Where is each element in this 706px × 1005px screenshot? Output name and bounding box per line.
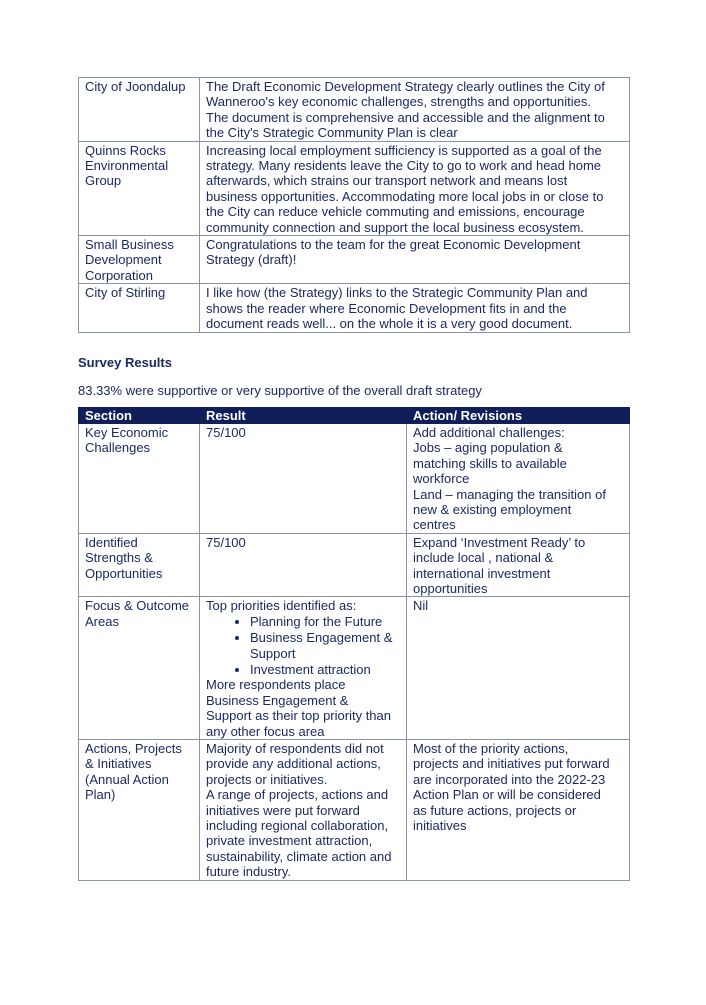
action-cell: Nil [407, 597, 630, 740]
table-row [79, 78, 630, 142]
table-row [79, 284, 630, 332]
stakeholder-comment: Increasing local employment sufficiency is supported as a goal of the strategy. Many residents leave the City to go to work and head home afterwards, which strains our transport network and means lost business opportunities. Accommodating more local jobs in or close to the City can reduce vehicle commuting and emissions, encourage community connection and support the local business ecosystem. [200, 141, 630, 235]
result-cell: Majority of respondents did not provide any additional actions, projects or initiatives. A range of projects, actions and initiatives were put forward including regional collaboration, private investment attraction, sustainability, climate action and future industry. [200, 740, 407, 881]
list-item: • Business Engagement & Support [250, 630, 400, 661]
action-cell: Most of the priority actions, projects and initiatives put forward are incorporated into the 2022-23 Action Plan or will be considered as future actions, projects or initiatives [407, 740, 630, 881]
stakeholder-comment: Congratulations to the team for the great Economic Development Strategy (draft)! [200, 236, 630, 284]
table-row [79, 533, 630, 597]
result-cell: 75/100 [200, 533, 407, 597]
section-cell: Key Economic Challenges [79, 423, 200, 533]
stakeholder-name: City of Joondalup [79, 78, 200, 142]
stakeholder-name: City of Stirling [79, 284, 200, 332]
section-cell: Actions, Projects & Initiatives (Annual Action Plan) [79, 740, 200, 881]
section-cell: Focus & Outcome Areas [79, 597, 200, 740]
stakeholder-comment: The Draft Economic Development Strategy clearly outlines the City of Wanneroo's key economic challenges, strengths and opportunities. The document is comprehensive and accessible and the alignment to the City's Strategic Community Plan is clear [200, 78, 630, 142]
table-row [79, 141, 630, 235]
table-row [79, 236, 630, 284]
stakeholder-name: Quinns Rocks Environmental Group [79, 141, 200, 235]
column-header-result: Result [200, 407, 407, 423]
table-header-row [79, 407, 630, 423]
column-header-action: Action/ Revisions [407, 407, 630, 423]
stakeholder-feedback-table [78, 77, 630, 333]
action-cell: Expand ‘Investment Ready’ to include local , national & international investment opportunities [407, 533, 630, 597]
table-row [79, 423, 630, 533]
survey-results-heading: Survey Results [78, 354, 172, 370]
survey-summary: 83.33% were supportive or very supportive of the overall draft strategy [78, 382, 482, 398]
list-item: • Planning for the Future [250, 614, 400, 629]
table-row [79, 597, 630, 740]
table-row [79, 740, 630, 881]
list-item: • Investment attraction [250, 662, 400, 677]
stakeholder-name: Small Business Development Corporation [79, 236, 200, 284]
result-cell: Top priorities identified as: • Planning for the Future • Business Engagement & Support • Investment attraction More respondents place Business Engagement & Support as their top priority than any other focus area [200, 597, 407, 740]
document-page [78, 77, 629, 881]
result-cell: 75/100 [200, 423, 407, 533]
priority-list [206, 614, 400, 678]
column-header-section: Section [79, 407, 200, 423]
action-cell: Add additional challenges: Jobs – aging population & matching skills to available workforce Land – managing the transition of new & existing employment centres [407, 423, 630, 533]
survey-results-table [78, 407, 630, 881]
stakeholder-comment: I like how (the Strategy) links to the Strategic Community Plan and shows the reader where Economic Development fits in and the document reads well... on the whole it is a very good document. [200, 284, 630, 332]
section-cell: Identified Strengths & Opportunities [79, 533, 200, 597]
